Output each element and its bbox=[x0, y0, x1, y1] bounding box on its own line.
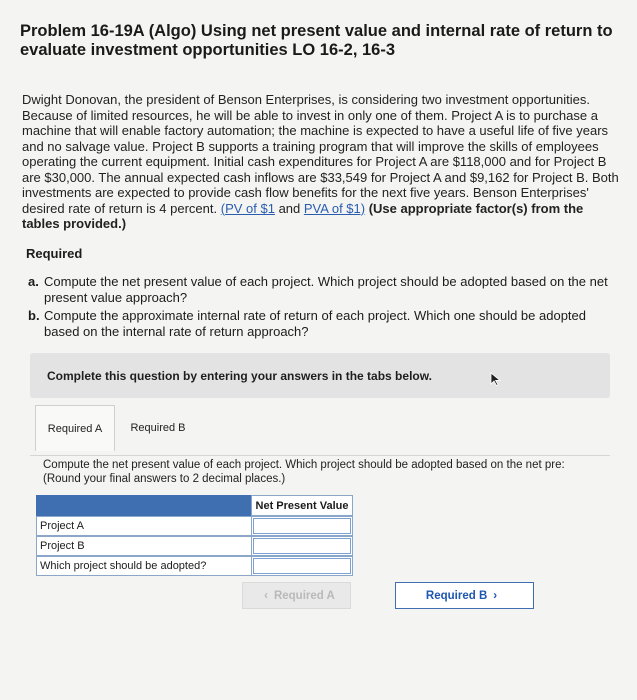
project-a-npv-input[interactable] bbox=[253, 518, 351, 534]
tab-required-a[interactable]: Required A bbox=[35, 405, 115, 451]
chevron-right-icon: › bbox=[493, 589, 498, 602]
required-letter: b. bbox=[28, 308, 40, 323]
table-row-value-cell bbox=[251, 516, 353, 536]
pva-of-1-link[interactable]: PVA of $1) bbox=[303, 200, 366, 216]
next-button-label: Required B bbox=[425, 589, 488, 602]
problem-title: Problem 16-19A (Algo) Using net present value and internal rate of return to evaluate investment opportunities LO 16-2, 16-3 bbox=[20, 22, 613, 59]
mouse-pointer-icon bbox=[490, 372, 502, 386]
table-row-label: Which project should be adopted? bbox=[36, 556, 251, 576]
pv-of-1-link[interactable]: (PV of $1 bbox=[220, 200, 275, 216]
table-header-value: Net Present Value bbox=[251, 495, 353, 516]
problem-text: Dwight Donovan, the president of Benson Enterprises, is considering two investment opportunities. Because of limited resources, he will be able to invest in only one of them. Project A is to purchase a machine that will enable factory automation; the machine is expected to have a useful life of five years and no salvage value. Project B supports a training program that will improve the skills of employees operating the current equipment. Initial cash expenditures for Project A are $118,000 and for Project B are $30,000. The annual expected cash inflows are $33,549 for Project A and $9,162 for Project B. Both investments are expected to provide cash flow benefits for the next five years. Benson Enterprises' desired rate of return is 4 percent. bbox=[22, 92, 619, 216]
answer-table bbox=[36, 495, 353, 576]
required-item-a bbox=[28, 274, 618, 305]
problem-description bbox=[22, 92, 622, 232]
table-row bbox=[36, 516, 353, 536]
prev-button-label: Required A bbox=[273, 589, 335, 602]
tab-required-b[interactable]: Required B bbox=[130, 422, 186, 434]
table-row-label: Project A bbox=[36, 516, 251, 536]
required-text: Compute the approximate internal rate of return of each project. Which one should be adopted based on the internal rate of return approach? bbox=[44, 308, 586, 339]
table-row-value-cell bbox=[251, 556, 353, 576]
prev-required-a-button[interactable] bbox=[242, 582, 351, 609]
required-item-b bbox=[28, 308, 618, 339]
required-letter: a. bbox=[28, 274, 39, 289]
task-line-2: (Round your final answers to 2 decimal places.) bbox=[43, 473, 286, 485]
project-selection-input[interactable] bbox=[253, 558, 351, 574]
table-header-row bbox=[36, 495, 353, 516]
required-text: Compute the net present value of each project. Which project should be adopted based on the net present value approach? bbox=[44, 274, 608, 305]
and-text: and bbox=[278, 200, 301, 216]
tables-note: (Use appropriate factor(s) from the tables provided.) bbox=[22, 200, 584, 231]
next-required-b-button[interactable] bbox=[395, 582, 534, 609]
chevron-left-icon: ‹ bbox=[264, 589, 268, 602]
instruction-text: Complete this question by entering your answers in the tabs below. bbox=[47, 368, 432, 383]
task-line-1: Compute the net present value of each project. Which project should be adopted based on the net pre: bbox=[43, 459, 565, 471]
table-row-value-cell bbox=[251, 536, 353, 556]
task-instructions bbox=[43, 458, 618, 486]
table-row bbox=[36, 536, 353, 556]
required-list bbox=[28, 274, 618, 342]
tab-bar bbox=[30, 405, 610, 456]
required-heading: Required bbox=[26, 246, 83, 261]
instruction-bar bbox=[30, 353, 610, 398]
project-b-npv-input[interactable] bbox=[253, 538, 351, 554]
table-row bbox=[36, 556, 353, 576]
table-row-label: Project B bbox=[36, 536, 251, 556]
table-header-label-cell bbox=[36, 495, 251, 516]
